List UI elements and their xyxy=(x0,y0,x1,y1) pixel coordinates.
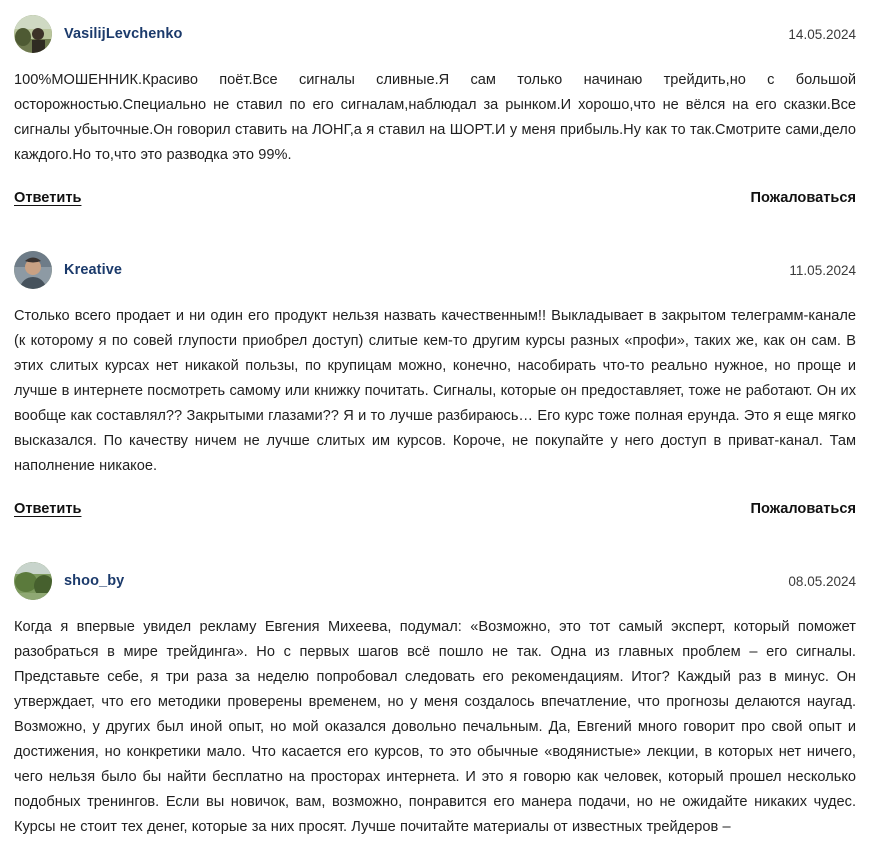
comment-item xyxy=(14,14,856,206)
author-name[interactable]: Kreative xyxy=(64,262,123,278)
reply-button[interactable]: Ответить xyxy=(14,190,82,206)
avatar xyxy=(14,562,52,600)
comment-text: Столько всего продает и ни один его продукт нельзя назвать качественным!! Выкладывает в закрытом телеграмм-канале (к которому я по совей глупости приобрел доступ) слитые кем-то другим курсы разных «профи», таких же, как он сам. В этих слитых курсах нет никакой пользы, по крупицам можно, конечно, насобирать что-то реально нужное, но проще и лучше в интернете посмотреть самому или книжку почитать. Сигналы, которые он предоставляет, тоже не работают. Он их вообще как составлял?? Закрытыми глазами?? Я и то лучше разбираюсь… Его курс тоже полная ерунда. Это я еще мягко высказался. По качеству ничем не лучше слитых им курсов. Короче, не покупайте у него доступ в приват-канал. Там наполнение никакое. xyxy=(14,308,856,474)
comment-item xyxy=(14,561,856,840)
comment-actions xyxy=(14,190,856,206)
author-name[interactable]: VasilijLevchenko xyxy=(64,26,183,42)
comment-text: 100%МОШЕННИК.Красиво поёт.Все сигналы сливные.Я сам только начинаю трейдить,но с большой осторожностью.Специально не ставил по его сигналам,наблюдал за рынком.И хорошо,что не вёлся на его сказки.Все сигналы убыточные.Он говорил ставить на ЛОНГ,а я ставил на ШОРТ.И у меня прибыль.Ну как то так.Смотрите сами,дело каждого.Но то,что это разводка это 99%. xyxy=(14,72,856,163)
comment-actions xyxy=(14,501,856,517)
comment-text: Когда я впервые увидел рекламу Евгения Михеева, подумал: «Возможно, это тот самый эксперт, который поможет разобраться в мире трейдинга». Но с первых шагов всё пошло не так. Одна из главных проблем – его сигналы. Представьте себе, я три раза за неделю попробовал следовать его рекомендациям. Итог? Каждый раз в минус. Он утверждает, что его методики проверены временем, но у меня создалось впечатление, что прогнозы делаются наугад. Возможно, у других был иной опыт, но мой оказался довольно печальным. Да, Евгений много говорит про свой опыт и достижения, но конкретики мало. Что касается его курсов, то это обычные «водянистые» лекции, в которых нет ничего, чего нельзя было бы найти бесплатно на просторах интернета. И это я говорю как человек, который прошел несколько подобных тренингов. Если вы новичок, вам, возможно, понравится его манера подачи, но не ожидайте никаких чудес. Курсы не стоит тех денег, которые за них просят. Лучше почитайте материалы от известных трейдеров – xyxy=(14,619,856,835)
complain-button[interactable]: Пожаловаться xyxy=(750,190,856,206)
avatar xyxy=(14,251,52,289)
comment-date: 08.05.2024 xyxy=(788,573,856,589)
comment-date: 14.05.2024 xyxy=(788,26,856,42)
author-block xyxy=(14,562,124,600)
reply-button[interactable]: Ответить xyxy=(14,501,82,517)
comment-date: 11.05.2024 xyxy=(789,262,856,278)
avatar xyxy=(14,15,52,53)
comment-item xyxy=(14,250,856,517)
comment-header xyxy=(14,14,856,54)
comment-header xyxy=(14,250,856,290)
author-block xyxy=(14,251,122,289)
author-name[interactable]: shoo_by xyxy=(64,573,125,589)
complain-button[interactable]: Пожаловаться xyxy=(750,501,856,517)
comment-header xyxy=(14,561,856,601)
author-block xyxy=(14,15,182,53)
